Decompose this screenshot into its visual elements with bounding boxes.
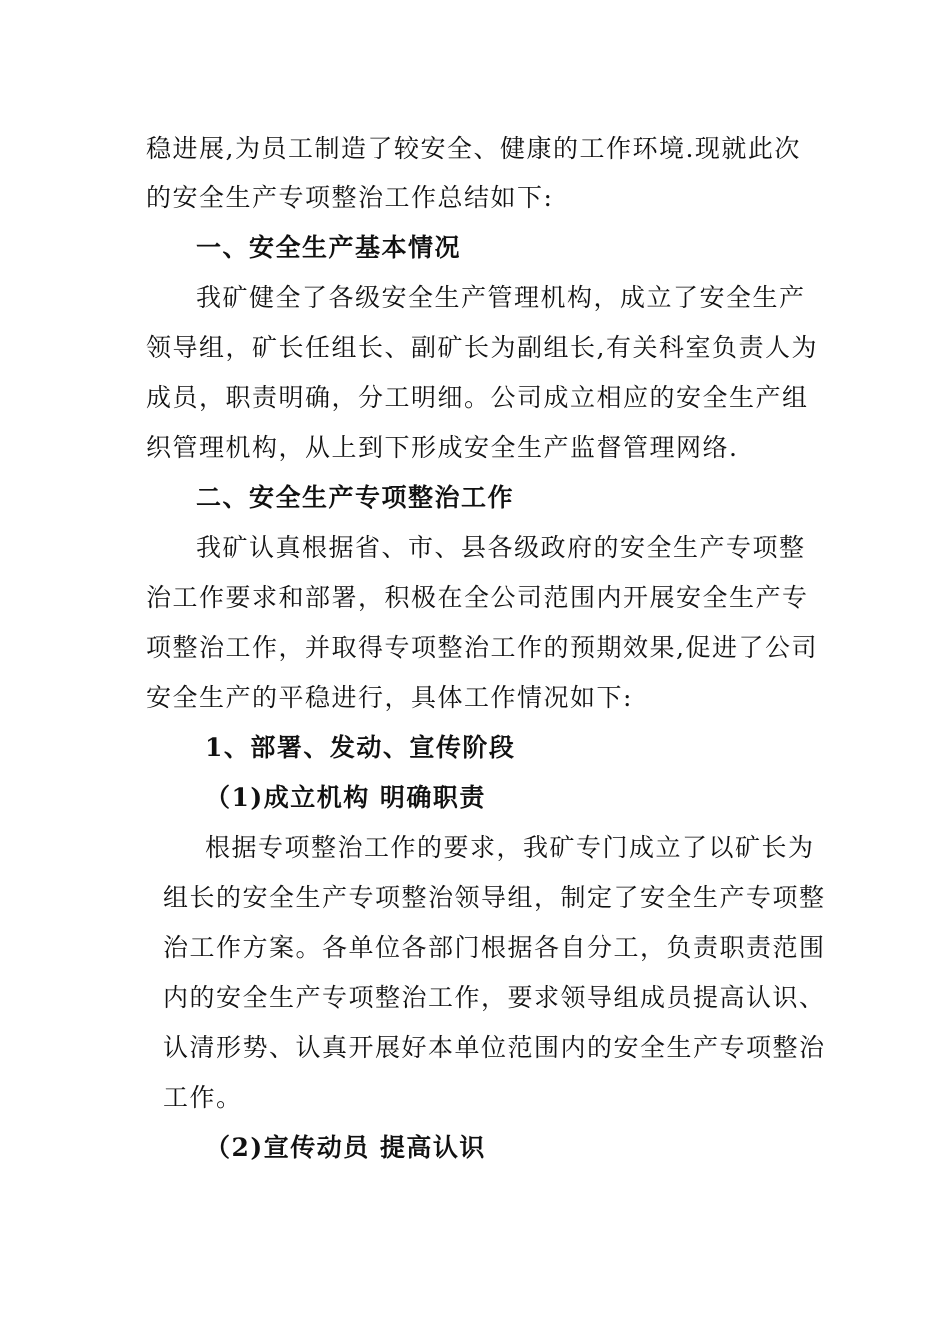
sub-subsection-heading-2: （2)宣传动员 提高认识 bbox=[205, 1133, 486, 1162]
body-line-11: 根据专项整治工作的要求，我矿专门成立了以矿长为 bbox=[205, 833, 815, 862]
body-line-14: 内的安全生产专项整治工作，要求领导组成员提高认识、 bbox=[163, 983, 826, 1012]
body-line-2: 的安全生产专项整治工作总结如下: bbox=[146, 183, 554, 212]
body-line-16: 工作。 bbox=[163, 1083, 243, 1112]
body-line-3: 我矿健全了各级安全生产管理机构，成立了安全生产 bbox=[196, 283, 806, 312]
body-line-7: 我矿认真根据省、市、县各级政府的安全生产专项整 bbox=[196, 533, 806, 562]
body-line-1: 稳进展,为员工制造了较安全、健康的工作环境.现就此次 bbox=[146, 134, 801, 163]
section-heading-1: 一、安全生产基本情况 bbox=[196, 233, 462, 262]
body-line-8: 治工作要求和部署，积极在全公司范围内开展安全生产专 bbox=[146, 583, 809, 612]
subsection-heading-1: 1、部署、发动、宣传阶段 bbox=[205, 733, 516, 762]
body-line-15: 认清形势、认真开展好本单位范围内的安全生产专项整治 bbox=[163, 1033, 826, 1062]
body-line-10: 安全生产的平稳进行，具体工作情况如下: bbox=[146, 683, 633, 712]
section-heading-2: 二、安全生产专项整治工作 bbox=[196, 483, 515, 512]
body-line-6: 织管理机构，从上到下形成安全生产监督管理网络. bbox=[146, 433, 739, 462]
body-line-12: 组长的安全生产专项整治领导组，制定了安全生产专项整 bbox=[163, 883, 826, 912]
body-line-13: 治工作方案。各单位各部门根据各自分工，负责职责范围 bbox=[163, 933, 826, 962]
sub-subsection-heading-1: （1)成立机构 明确职责 bbox=[205, 783, 486, 812]
body-line-4: 领导组，矿长任组长、副矿长为副组长,有关科室负责人为 bbox=[146, 333, 818, 362]
body-line-5: 成员，职责明确，分工明细。公司成立相应的安全生产组 bbox=[146, 383, 809, 412]
body-line-9: 项整治工作，并取得专项整治工作的预期效果,促进了公司 bbox=[146, 633, 818, 662]
